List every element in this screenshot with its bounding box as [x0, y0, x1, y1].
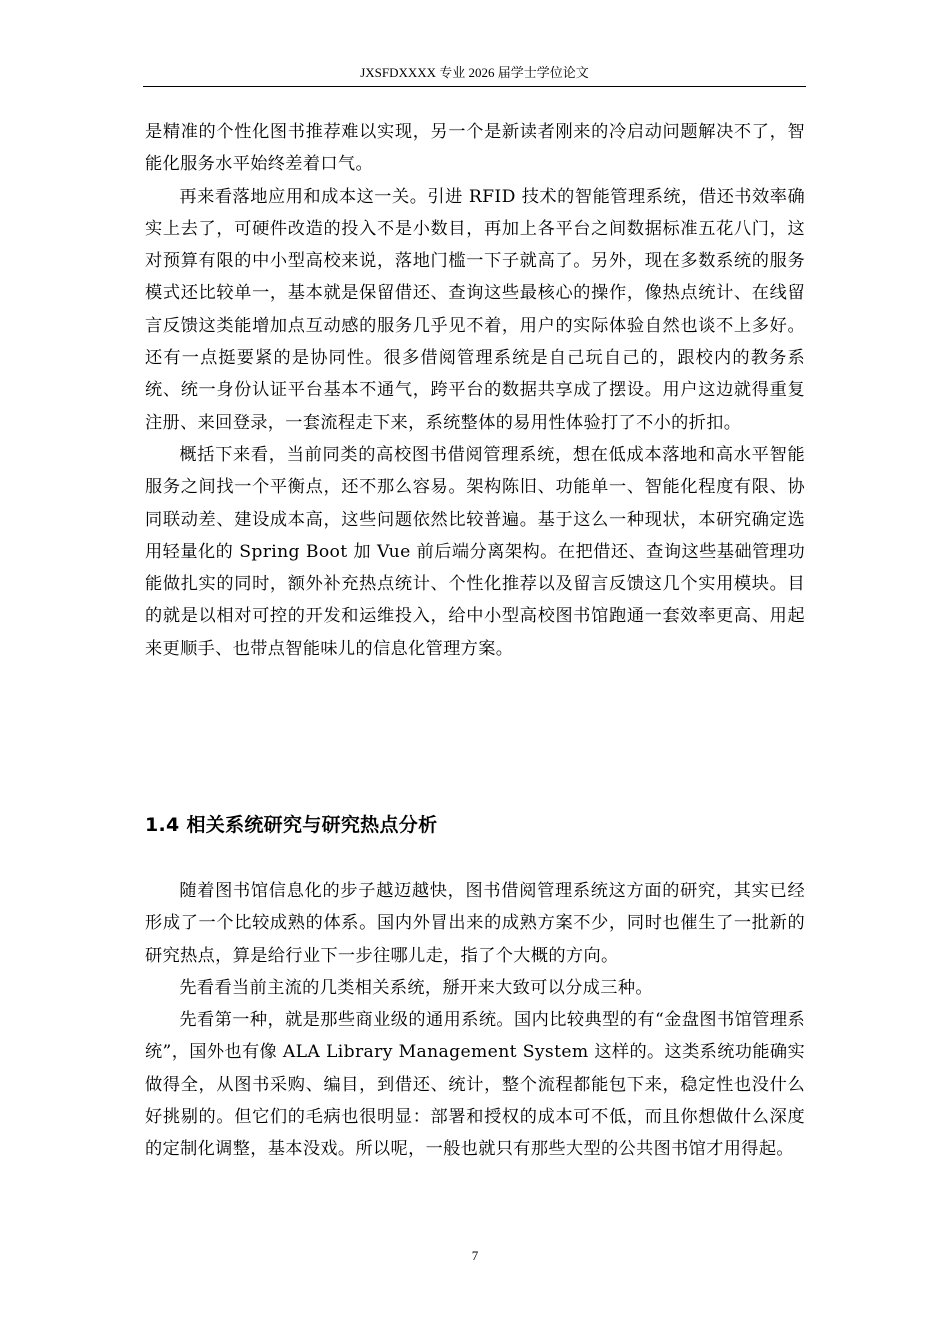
page-number: 7 — [471, 1248, 479, 1263]
paragraph: 先看第一种，就是那些商业级的通用系统。国内比较典型的有“金盘图书馆管理系统”，国外也有像 ALA Library Management System 这样的。这类系统功能确实做得全，从图书采购、编目，到借还、统计，整个流程都能包下来，稳定性也没什么好挑剔的。但它们的毛病也很明显：部署和授权的成本可不低，而且你想做什么深度的定制化调整，基本没戏。所以呢，一般也就只有那些大型的公共图书馆才用得起。 — [145, 1010, 805, 1160]
body-text-before-section — [145, 116, 805, 665]
header-rule — [143, 86, 806, 87]
body-text-after-section — [145, 875, 805, 1166]
running-header: JXSFDXXXX 专业 2026 届学士学位论文 — [360, 65, 589, 80]
paragraph: 再来看落地应用和成本这一关。引进 RFID 技术的智能管理系统，借还书效率确实上去了，可硬件改造的投入不是小数目，再加上各平台之间数据标准五花八门，这对预算有限的中小型高校来说，落地门槛一下子就高了。另外，现在多数系统的服务模式还比较单一，基本就是保留借还、查询这些最核心的操作，像热点统计、在线留言反馈这类能增加点互动感的服务几乎见不着，用户的实际体验自然也谈不上多好。还有一点挺要紧的是协同性。很多借阅管理系统是自己玩自己的，跟校内的教务系统、统一身份认证平台基本不通气，跨平台的数据共享成了摆设。用户这边就得重复注册、来回登录，一套流程走下来，系统整体的易用性体验打了不小的折扣。 — [145, 186, 805, 433]
paragraph: 先看看当前主流的几类相关系统，掰开来大致可以分成三种。 — [179, 977, 653, 998]
section-heading: 1.4 相关系统研究与研究热点分析 — [145, 814, 438, 836]
paragraph: 随着图书馆信息化的步子越迈越快，图书借阅管理系统这方面的研究，其实已经形成了一个比较成熟的体系。国内外冒出来的成熟方案不少，同时也催生了一批新的研究热点，算是给行业下一步往哪儿走，指了个大概的方向。 — [145, 881, 805, 966]
paragraph: 是精准的个性化图书推荐难以实现，另一个是新读者刚来的冷启动问题解决不了，智能化服务水平始终差着口气。 — [145, 122, 805, 175]
paragraph: 概括下来看，当前同类的高校图书借阅管理系统，想在低成本落地和高水平智能服务之间找一个平衡点，还不那么容易。架构陈旧、功能单一、智能化程度有限、协同联动差、建设成本高，这些问题依然比较普遍。基于这么一种现状，本研究确定选用轻量化的 Spring Boot 加 Vue 前后端分离架构。在把借还、查询这些基础管理功能做扎实的同时，额外补充热点统计、个性化推荐以及留言反馈这几个实用模块。目的就是以相对可控的开发和运维投入，给中小型高校图书馆跑通一套效率更高、用起来更顺手、也带点智能味儿的信息化管理方案。 — [145, 444, 805, 659]
